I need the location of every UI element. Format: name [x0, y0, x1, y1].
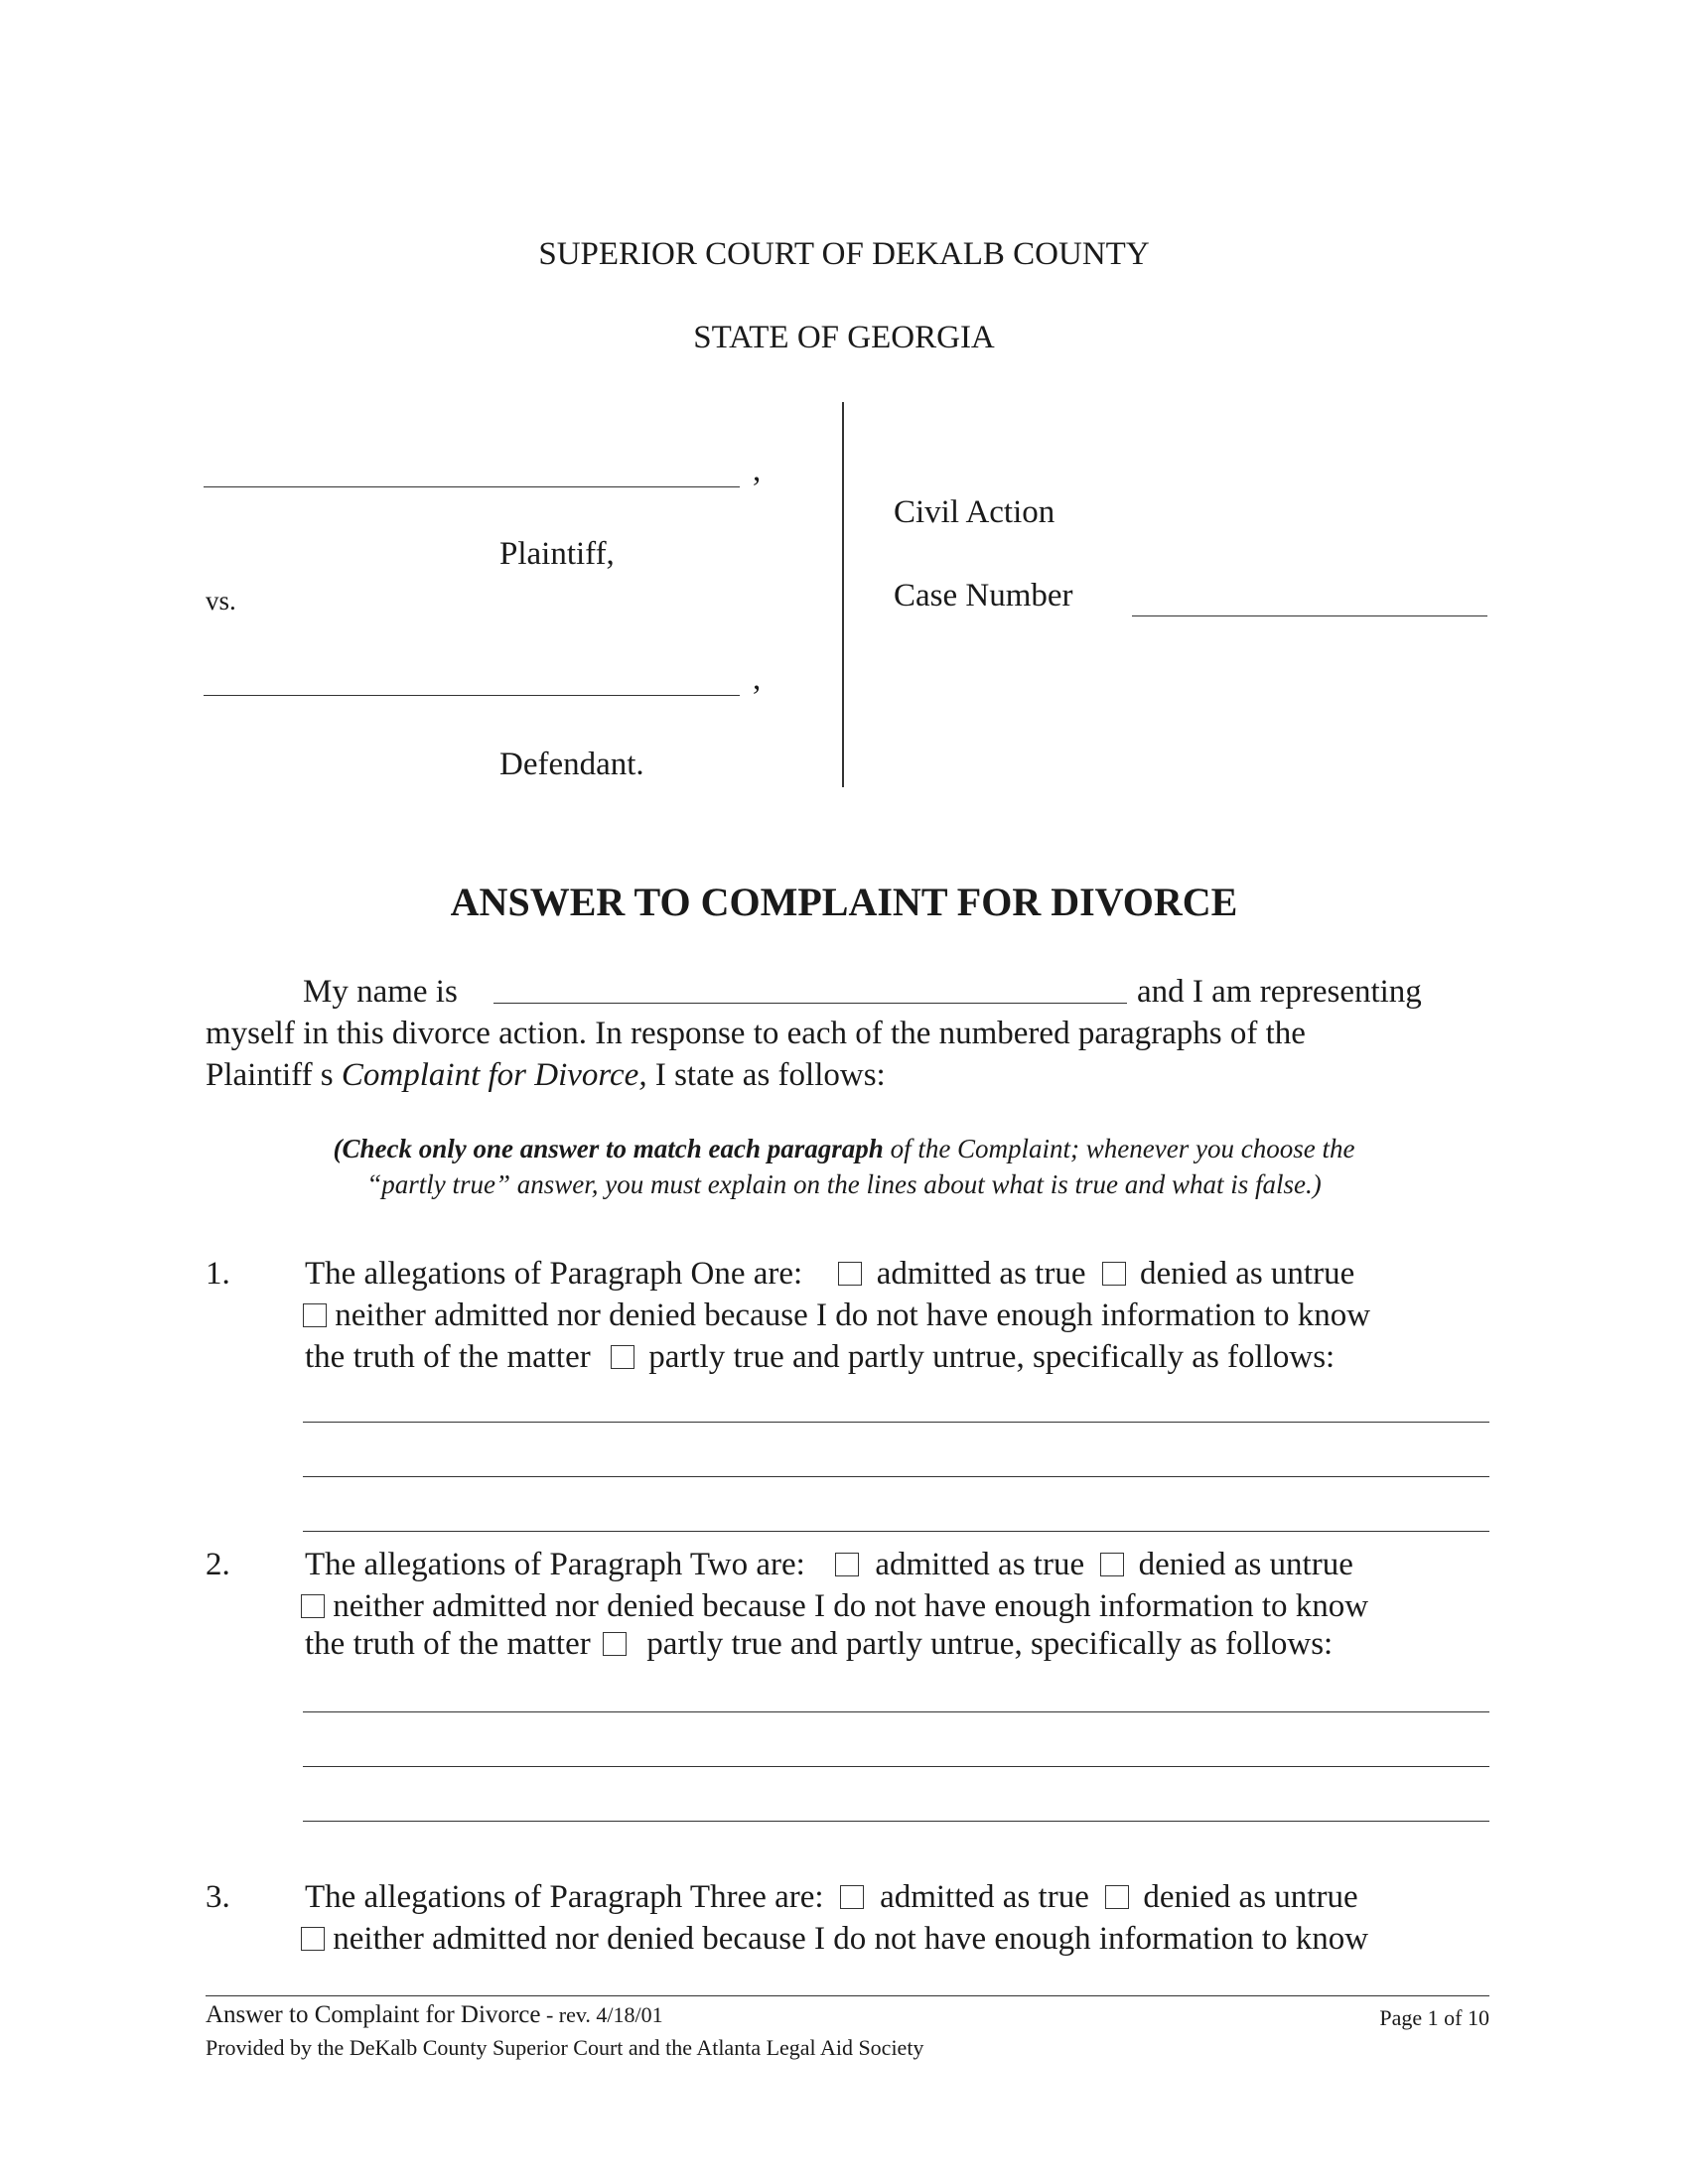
explanation-line[interactable] [303, 1821, 1489, 1822]
representing-text: and I am representing [1137, 974, 1422, 1010]
defendant-label: Defendant. [499, 747, 644, 782]
explanation-line[interactable] [303, 1422, 1489, 1423]
denied-label: denied as untrue [1143, 1879, 1358, 1915]
court-name: SUPERIOR COURT OF DEKALB COUNTY [538, 236, 1150, 272]
explanation-line[interactable] [303, 1766, 1489, 1767]
neither-checkbox[interactable] [303, 1303, 327, 1327]
admitted-label: admitted as true [876, 1256, 1086, 1292]
case-number-label: Case Number [894, 578, 1073, 614]
intro-line-2: myself in this divorce action. In response to each of the numbered paragraphs of the [206, 1016, 1306, 1051]
paragraph-1-line-3 [305, 1336, 1335, 1378]
explanation-line[interactable] [303, 1531, 1489, 1532]
partly-label: partly true and partly untrue, specifically as follows: [648, 1339, 1336, 1375]
paragraph-number: 2. [206, 1547, 230, 1582]
paragraph-lead: The allegations of Paragraph Two are: [305, 1547, 805, 1582]
paragraph-3-line-2 [301, 1918, 1368, 1960]
instructions-line-2: “partly true” answer, you must explain on the lines about what is true and what is false.) [366, 1169, 1322, 1199]
neither-label: neither admitted nor denied because I do not have enough information to know [335, 1297, 1371, 1333]
admitted-checkbox[interactable] [840, 1885, 864, 1909]
footer-form-name [206, 2001, 663, 2029]
truth-label: the truth of the matter [305, 1339, 591, 1375]
defendant-comma: , [753, 661, 762, 697]
neither-label: neither admitted nor denied because I do not have enough information to know [333, 1588, 1369, 1624]
paragraph-2-line-2 [301, 1585, 1368, 1627]
denied-checkbox[interactable] [1102, 1262, 1126, 1286]
truth-label: the truth of the matter [305, 1626, 591, 1662]
footer-rule [206, 1995, 1489, 1996]
neither-checkbox[interactable] [301, 1594, 325, 1618]
instructions-line-1 [0, 1134, 1688, 1164]
denied-label: denied as untrue [1138, 1547, 1353, 1582]
footer-page-number: Page 1 of 10 [1379, 2005, 1489, 2030]
case-number-line[interactable] [1132, 615, 1487, 616]
footer-revision: - rev. 4/18/01 [540, 2002, 663, 2027]
paragraph-lead: The allegations of Paragraph Three are: [305, 1879, 824, 1915]
instructions-bold: (Check only one answer to match each paragraph [333, 1134, 884, 1163]
civil-action-label: Civil Action [894, 494, 1055, 530]
paragraph-number: 3. [206, 1879, 230, 1915]
state-name: STATE OF GEORGIA [693, 320, 995, 355]
intro-line-3 [206, 1054, 886, 1096]
paragraph-2-line-3 [305, 1623, 1333, 1665]
paragraph-lead: The allegations of Paragraph One are: [305, 1256, 803, 1292]
plaintiff-comma: , [753, 453, 762, 488]
plaintiff-name-line[interactable] [204, 486, 740, 487]
defendant-name-line[interactable] [204, 695, 740, 696]
footer-provided-by: Provided by the DeKalb County Superior Court and the Atlanta Legal Aid Society [206, 2035, 924, 2060]
denied-label: denied as untrue [1139, 1256, 1355, 1292]
paragraph-number: 1. [206, 1256, 230, 1292]
intro-line-3-b: I state as follows: [646, 1057, 886, 1093]
neither-label: neither admitted nor denied because I do not have enough information to know [333, 1921, 1369, 1957]
plaintiff-label: Plaintiff, [499, 536, 615, 572]
footer-form-title: Answer to Complaint for Divorce [206, 2001, 541, 2028]
paragraph-1-line-1 [305, 1253, 1354, 1295]
explanation-line[interactable] [303, 1711, 1489, 1712]
admitted-label: admitted as true [875, 1547, 1085, 1582]
document-title: ANSWER TO COMPLAINT FOR DIVORCE [450, 880, 1238, 924]
admitted-checkbox[interactable] [835, 1553, 859, 1576]
partly-checkbox[interactable] [603, 1632, 627, 1656]
partly-label: partly true and partly untrue, specifically as follows: [646, 1626, 1334, 1662]
denied-checkbox[interactable] [1100, 1553, 1124, 1576]
paragraph-1-line-2 [303, 1295, 1370, 1336]
paragraph-2-line-1 [305, 1544, 1353, 1585]
intro-line-3-a: Plaintiff s [206, 1057, 342, 1093]
paragraph-3-line-1 [305, 1876, 1358, 1918]
instructions-rest: of the Complaint; whenever you choose the [883, 1134, 1355, 1163]
caption-divider [842, 402, 844, 787]
admitted-label: admitted as true [880, 1879, 1089, 1915]
denied-checkbox[interactable] [1105, 1885, 1129, 1909]
intro-line-1 [303, 971, 458, 1013]
complaint-title-italic: Complaint for Divorce, [341, 1057, 647, 1093]
my-name-line[interactable] [493, 1003, 1127, 1004]
neither-checkbox[interactable] [301, 1927, 325, 1951]
admitted-checkbox[interactable] [838, 1262, 862, 1286]
partly-checkbox[interactable] [611, 1345, 634, 1369]
vs-label: vs. [206, 586, 236, 615]
explanation-line[interactable] [303, 1476, 1489, 1477]
my-name-is-text: My name is [303, 974, 458, 1010]
